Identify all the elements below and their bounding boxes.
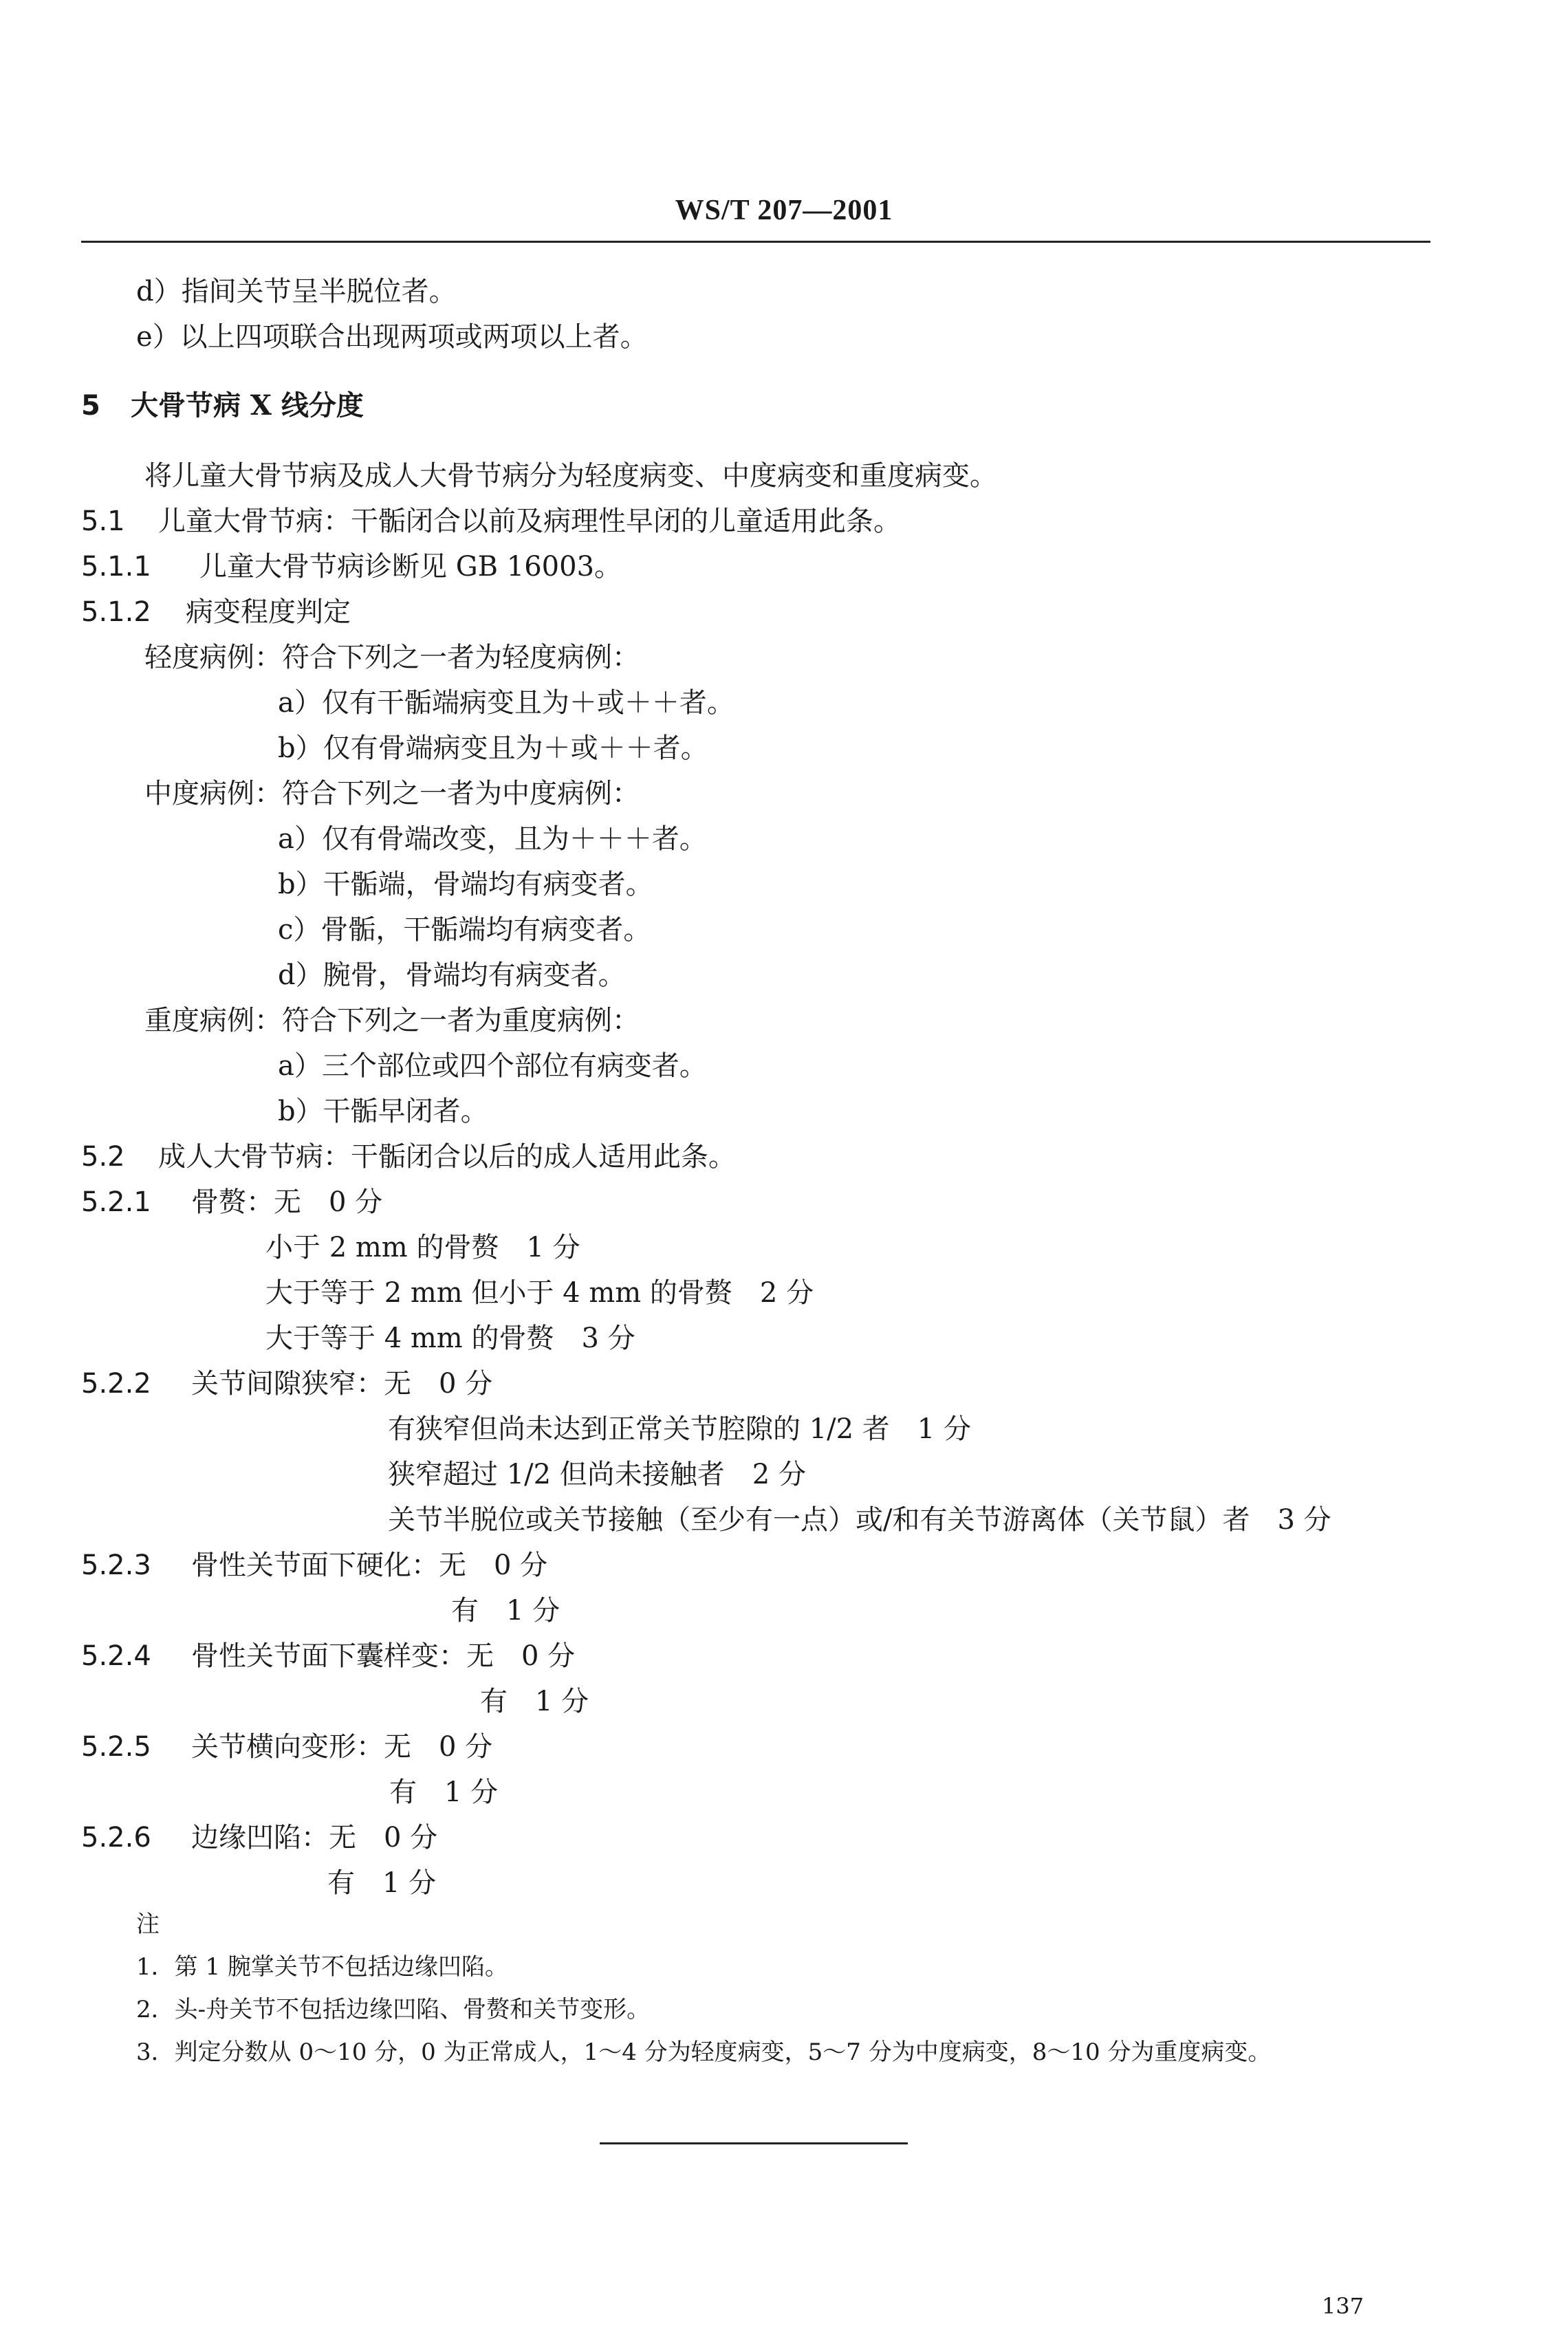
clause-5-2-1-line-1: 骨赘：无 0 分 xyxy=(191,1186,383,1218)
clause-5-2-2-line-4: 关节半脱位或关节接触（至少有一点）或/和有关节游离体（关节鼠）者 3 分 xyxy=(388,1504,1331,1536)
clause-5-2-4 xyxy=(81,1640,575,1673)
mild-b: b）仅有骨端病变且为＋或＋＋者。 xyxy=(278,732,708,764)
clause-5-1-number: 5.1 xyxy=(81,506,125,537)
severe-label: 重度病例：符合下列之一者为重度病例： xyxy=(144,1005,640,1036)
item-d: d）指间关节呈半脱位者。 xyxy=(136,276,457,307)
clause-5-2-1-line-3: 大于等于 2 mm 但小于 4 mm 的骨赘 2 分 xyxy=(265,1277,814,1309)
clause-5-2-number: 5.2 xyxy=(81,1141,125,1173)
moderate-a: a）仅有骨端改变，且为＋＋＋者。 xyxy=(278,823,707,855)
moderate-d: d）腕骨，骨端均有病变者。 xyxy=(278,959,626,991)
clause-5-2-3-line-1: 骨性关节面下硬化：无 0 分 xyxy=(191,1550,548,1581)
note-2: 2．头-舟关节不包括边缘凹陷、骨赘和关节变形。 xyxy=(136,1996,651,2023)
clause-5-2-2-number: 5.2.2 xyxy=(81,1368,151,1400)
clause-5-2-4-line-1: 骨性关节面下囊样变：无 0 分 xyxy=(191,1640,576,1672)
section-5-title: 大骨节病 X 线分度 xyxy=(131,389,364,422)
clause-5-2-5 xyxy=(81,1730,492,1763)
moderate-b: b）干骺端，骨端均有病变者。 xyxy=(278,869,653,900)
mild-a: a）仅有干骺端病变且为＋或＋＋者。 xyxy=(278,687,734,719)
clause-5-2-5-line-2: 有 1 分 xyxy=(389,1776,499,1808)
header-rule xyxy=(81,241,1430,243)
clause-5-2-3-line-2: 有 1 分 xyxy=(451,1595,560,1627)
clause-5-1-1-text: 儿童大骨节病诊断见 GB 16003。 xyxy=(199,551,622,583)
clause-5-2-1 xyxy=(81,1186,382,1219)
clause-5-2-2-line-2: 有狭窄但尚未达到正常关节腔隙的 1/2 者 1 分 xyxy=(388,1413,971,1445)
note-3: 3．判定分数从 0～10 分，0 为正常成人，1～4 分为轻度病变，5～7 分为中度病变，8～10 分为重度病变。 xyxy=(136,2039,1272,2066)
severe-b: b）干骺早闭者。 xyxy=(278,1096,488,1127)
clause-5-2-3 xyxy=(81,1549,547,1582)
clause-5-1-text: 儿童大骨节病：干骺闭合以前及病理性早闭的儿童适用此条。 xyxy=(158,506,901,537)
item-e: e）以上四项联合出现两项或两项以上者。 xyxy=(136,321,648,353)
clause-5-2 xyxy=(81,1140,736,1173)
clause-5-2-2-line-1: 关节间隙狭窄：无 0 分 xyxy=(191,1368,493,1400)
clause-5-1-2-number: 5.1.2 xyxy=(81,596,151,628)
clause-5-2-4-number: 5.2.4 xyxy=(81,1640,151,1672)
section-5-number: 5 xyxy=(81,390,100,422)
clause-5-2-3-number: 5.2.3 xyxy=(81,1550,151,1581)
mild-label: 轻度病例：符合下列之一者为轻度病例： xyxy=(144,642,640,673)
note-1: 1．第 1 腕掌关节不包括边缘凹陷。 xyxy=(136,1953,508,1981)
clause-5-2-5-number: 5.2.5 xyxy=(81,1731,151,1763)
page-number: 137 xyxy=(1322,2293,1364,2319)
clause-5-2-1-line-2: 小于 2 mm 的骨赘 1 分 xyxy=(265,1232,580,1263)
end-rule xyxy=(600,2142,908,2144)
clause-5-1-2 xyxy=(81,596,351,629)
clause-5-2-5-line-1: 关节横向变形：无 0 分 xyxy=(191,1731,493,1763)
clause-5-2-4-line-2: 有 1 分 xyxy=(480,1686,589,1717)
clause-5-1 xyxy=(81,505,901,538)
severe-a: a）三个部位或四个部位有病变者。 xyxy=(278,1050,707,1082)
clause-5-2-6-line-1: 边缘凹陷：无 0 分 xyxy=(191,1822,438,1854)
clause-5-1-1 xyxy=(81,550,622,583)
clause-5-2-2 xyxy=(81,1367,492,1400)
moderate-label: 中度病例：符合下列之一者为中度病例： xyxy=(144,778,640,809)
doc-code-header: WS/T 207—2001 xyxy=(675,195,893,226)
section-5-heading xyxy=(81,389,364,422)
clause-5-2-1-line-4: 大于等于 4 mm 的骨赘 3 分 xyxy=(265,1323,635,1354)
moderate-c: c）骨骺，干骺端均有病变者。 xyxy=(278,914,651,946)
clause-5-2-6 xyxy=(81,1821,437,1854)
clause-5-1-1-number: 5.1.1 xyxy=(81,551,151,583)
clause-5-1-2-text: 病变程度判定 xyxy=(186,596,351,628)
clause-5-2-2-line-3: 狭窄超过 1/2 但尚未接触者 2 分 xyxy=(388,1459,806,1490)
clause-5-2-6-line-2: 有 1 分 xyxy=(327,1867,437,1899)
clause-5-2-6-number: 5.2.6 xyxy=(81,1822,151,1854)
clause-5-2-text: 成人大骨节病：干骺闭合以后的成人适用此条。 xyxy=(158,1141,736,1173)
notes-title: 注 xyxy=(136,1911,160,1938)
section-5-intro: 将儿童大骨节病及成人大骨节病分为轻度病变、中度病变和重度病变。 xyxy=(144,460,997,492)
clause-5-2-1-number: 5.2.1 xyxy=(81,1186,151,1218)
